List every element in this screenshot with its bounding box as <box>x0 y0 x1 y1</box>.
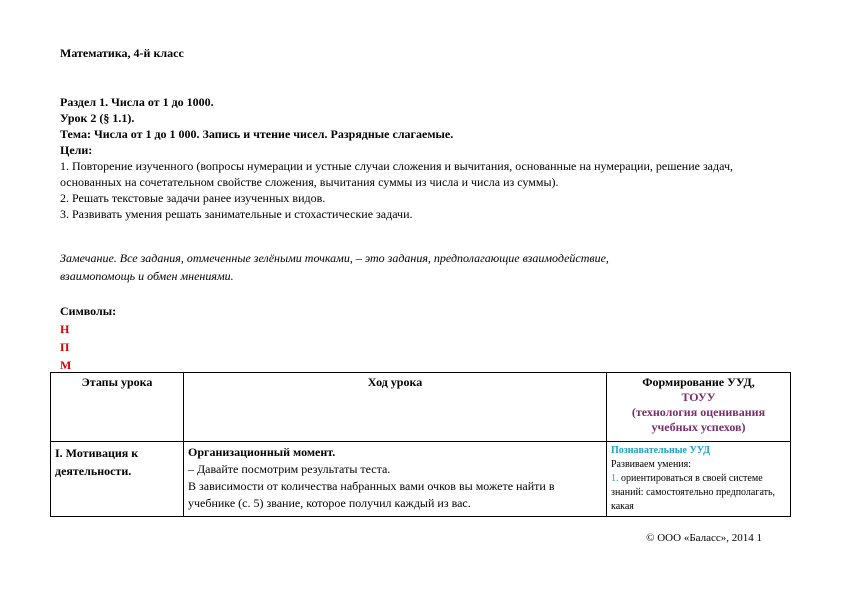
header-course: Ход урока <box>184 373 607 442</box>
stage-cell: I. Мотивация к деятельности. <box>51 442 184 517</box>
course-title: Организационный момент. <box>188 445 336 459</box>
symbols-label: Символы: <box>60 304 117 318</box>
note-line: Замечание. Все задания, отмеченные зелёными точками, – это задания, предполагающие взаимодействие, <box>60 251 609 265</box>
document-title: Математика, 4-й класс <box>60 46 184 60</box>
goal-item: 2. Решать текстовые задачи ранее изученных видов. <box>60 191 326 205</box>
symbols <box>60 302 116 374</box>
symbol-p: П <box>60 340 70 354</box>
goals-label: Цели: <box>60 143 93 157</box>
course-cell <box>184 442 607 517</box>
table-row <box>51 442 791 517</box>
uud-intro: Развиваем умения: <box>611 459 692 470</box>
table-header-row <box>51 373 791 442</box>
lesson-info <box>60 94 780 222</box>
uud-item-text: ориентироваться в своей системе знаний: самостоятельно предполагать, какая <box>611 473 776 512</box>
uud-item <box>611 472 786 514</box>
uud-title: Познавательные УУД <box>611 445 711 456</box>
course-line: В зависимости от количества набранных вами очков вы можете найти в учебнике (с. 5) звание, которое получил каждый из вас. <box>188 479 555 510</box>
copyright: © ООО «Баласс», 2014 1 <box>646 532 762 544</box>
course-line: – Давайте посмотрим результаты теста. <box>188 462 391 476</box>
header-uud <box>607 373 791 442</box>
note-line: взаимопомощь и обмен мнениями. <box>60 269 234 283</box>
header-uud-line: Формирование УУД, <box>642 375 755 389</box>
header-uud-line: учебных успехов) <box>651 420 746 434</box>
symbol-m: М <box>60 358 72 372</box>
note <box>60 249 780 285</box>
uud-item-number: 1. <box>611 473 619 484</box>
lesson-table <box>50 372 791 517</box>
lesson-line: Урок 2 (§ 1.1). <box>60 111 135 125</box>
uud-cell <box>607 442 791 517</box>
symbol-n: Н <box>60 322 70 336</box>
header-uud-line: ТОУУ <box>681 390 716 404</box>
goal-item: 3. Развивать умения решать занимательные и стохастические задачи. <box>60 207 413 221</box>
header-stages: Этапы урока <box>51 373 184 442</box>
section-line: Раздел 1. Числа от 1 до 1000. <box>60 95 214 109</box>
header-uud-line: (технология оценивания <box>631 405 766 419</box>
topic-line: Тема: Числа от 1 до 1 000. Запись и чтение чисел. Разрядные слагаемые. <box>60 127 454 141</box>
goal-item: 1. Повторение изученного (вопросы нумерации и устные случаи сложения и вычитания, основанные на нумерации, решение задач, основанных на сочетательном свойстве сложения, вычитания суммы из числа и числа из суммы). <box>60 159 733 189</box>
